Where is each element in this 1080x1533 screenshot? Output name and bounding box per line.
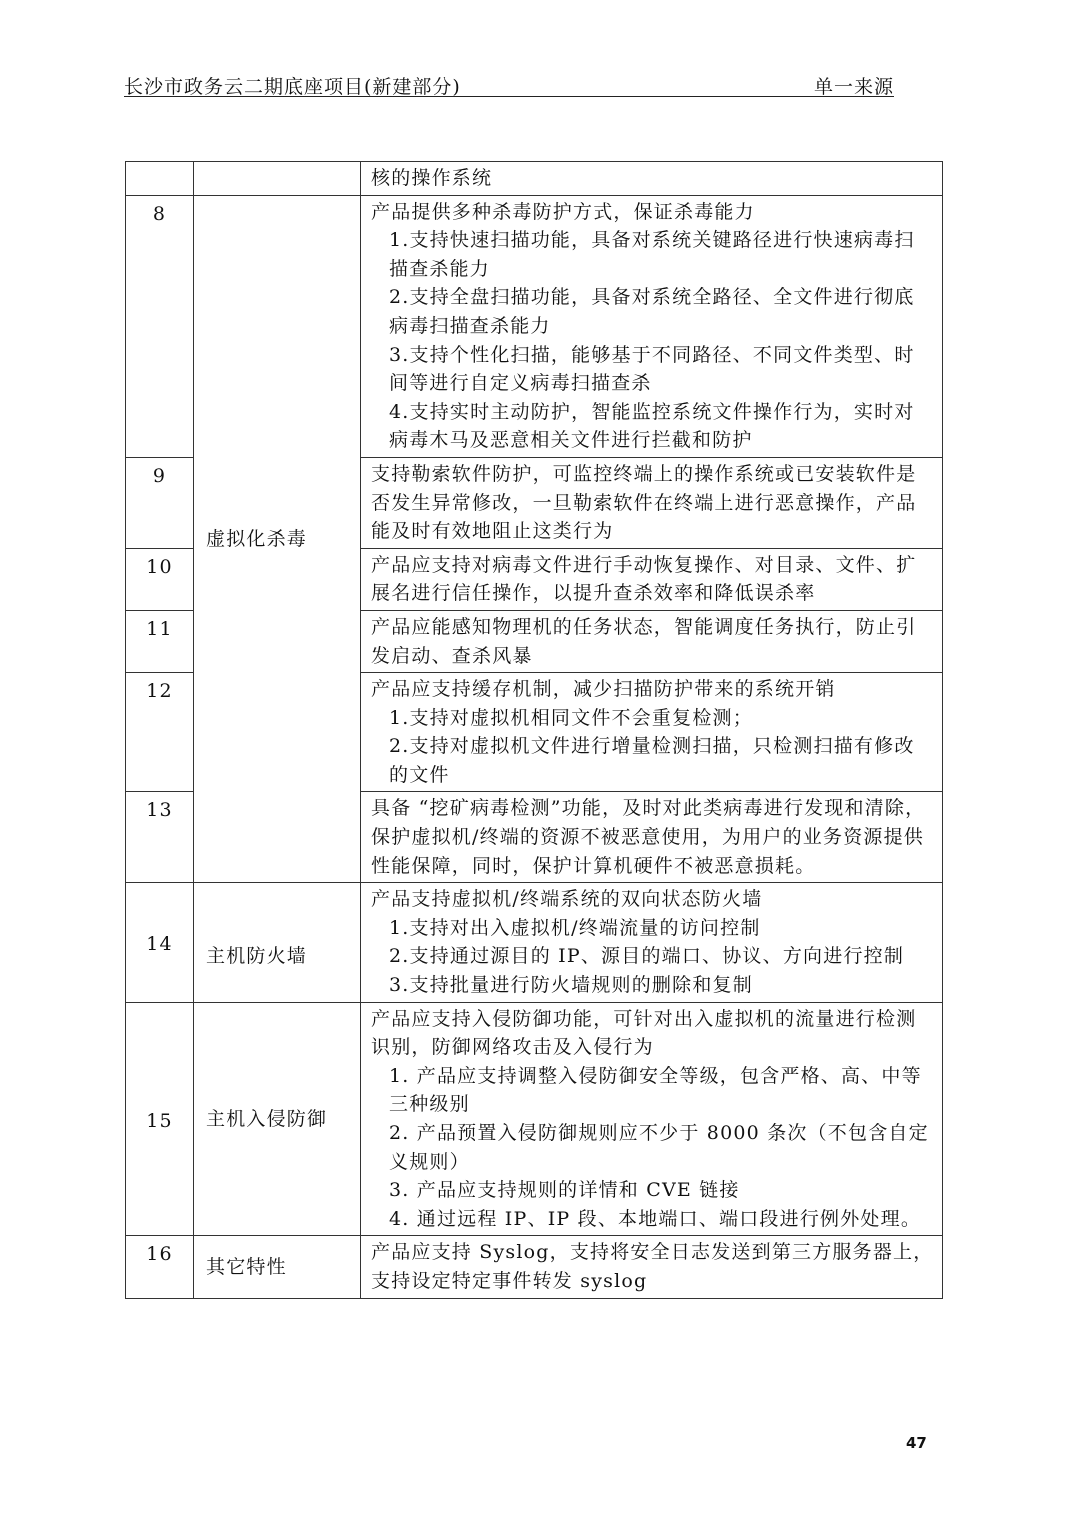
page-header	[124, 70, 894, 97]
description-line: 产品应支持缓存机制，减少扫描防护带来的系统开销	[371, 678, 836, 701]
description-line: 2. 产品预置入侵防御规则应不少于 8000 条次（不包含自定义规则）	[389, 1122, 929, 1173]
table-row	[126, 195, 943, 457]
row-description	[361, 195, 943, 457]
row-description	[361, 673, 943, 792]
description-line: 1.支持对出入虚拟机/终端流量的访问控制	[389, 916, 761, 939]
table-row	[126, 162, 943, 196]
row-number: 9	[126, 457, 194, 548]
row-category: 其它特性	[194, 1236, 361, 1298]
description-line: 支持勒索软件防护，可监控终端上的操作系统或已安装软件是否发生异常修改，一旦勒索软件在终端上进行恶意操作，产品能及时有效地阻止这类行为	[371, 462, 917, 543]
row-description	[361, 457, 943, 548]
spec-table	[125, 161, 943, 1299]
description-line: 4. 通过远程 IP、IP 段、本地端口、端口段进行例外处理。	[389, 1207, 922, 1230]
document-title: 长沙市政务云二期底座项目(新建部分)	[124, 76, 461, 98]
description-line: 核的操作系统	[371, 167, 493, 189]
row-description	[361, 610, 943, 672]
table-row	[126, 883, 943, 1002]
description-line: 1.支持对虚拟机相同文件不会重复检测；	[389, 706, 753, 729]
row-category: 主机防火墙	[194, 883, 361, 1002]
row-description	[361, 1236, 943, 1298]
description-line: 产品支持虚拟机/终端系统的双向状态防火墙	[371, 888, 763, 911]
table-row	[126, 1236, 943, 1298]
description-line: 2.支持通过源目的 IP、源目的端口、协议、方向进行控制	[389, 945, 905, 968]
row-number: 16	[126, 1236, 194, 1298]
table-row	[126, 1002, 943, 1236]
description-line: 产品应支持对病毒文件进行手动恢复操作、对目录、文件、扩展名进行信任操作，以提升查杀效率和降低误杀率	[371, 553, 917, 605]
row-number: 13	[126, 792, 194, 883]
row-number: 15	[126, 1002, 194, 1236]
description-line: 产品提供多种杀毒防护方式，保证杀毒能力	[371, 200, 755, 223]
description-line: 1.支持快速扫描功能，具备对系统关键路径进行快速病毒扫描查杀能力	[389, 229, 915, 280]
row-category: 虚拟化杀毒	[194, 195, 361, 883]
row-number: 12	[126, 673, 194, 792]
row-description	[361, 792, 943, 883]
page-number: 47	[906, 1434, 927, 1452]
description-line: 3.支持个性化扫描，能够基于不同路径、不同文件类型、时间等进行自定义病毒扫描查杀	[389, 343, 915, 395]
description-line: 3. 产品应支持规则的详情和 CVE 链接	[389, 1179, 740, 1202]
row-number	[126, 162, 194, 196]
row-number: 8	[126, 195, 194, 457]
row-category: 主机入侵防御	[194, 1002, 361, 1236]
description-line: 产品应能感知物理机的任务状态，智能调度任务执行，防止引发启动、查杀风暴	[371, 615, 917, 667]
row-category	[194, 162, 361, 196]
row-number: 10	[126, 548, 194, 610]
row-description	[361, 162, 943, 196]
description-line: 1. 产品应支持调整入侵防御安全等级，包含严格、高、中等三种级别	[389, 1064, 922, 1116]
row-number: 11	[126, 610, 194, 672]
row-number: 14	[126, 883, 194, 1002]
description-line: 3.支持批量进行防火墙规则的删除和复制	[389, 974, 753, 997]
description-line: 产品应支持入侵防御功能，可针对出入虚拟机的流量进行检测识别，防御网络攻击及入侵行为	[371, 1007, 917, 1059]
row-description	[361, 883, 943, 1002]
description-line: 具备 “挖矿病毒检测”功能，及时对此类病毒进行发现和清除，保护虚拟机/终端的资源不被恶意使用，为用户的业务资源提供性能保障，同时，保护计算机硬件不被恶意损耗。	[371, 797, 926, 877]
procurement-method: 单一来源	[813, 76, 894, 98]
description-line: 2.支持对虚拟机文件进行增量检测扫描，只检测扫描有修改的文件	[389, 735, 915, 786]
description-line: 4.支持实时主动防护，智能监控系统文件操作行为，实时对病毒木马及恶意相关文件进行拦截和防护	[389, 400, 915, 452]
row-description	[361, 1002, 943, 1236]
description-line: 产品应支持 Syslog，支持将安全日志发送到第三方服务器上，支持设定特定事件转发 syslog	[371, 1241, 934, 1292]
row-description	[361, 548, 943, 610]
description-line: 2.支持全盘扫描功能，具备对系统全路径、全文件进行彻底病毒扫描查杀能力	[389, 286, 915, 337]
